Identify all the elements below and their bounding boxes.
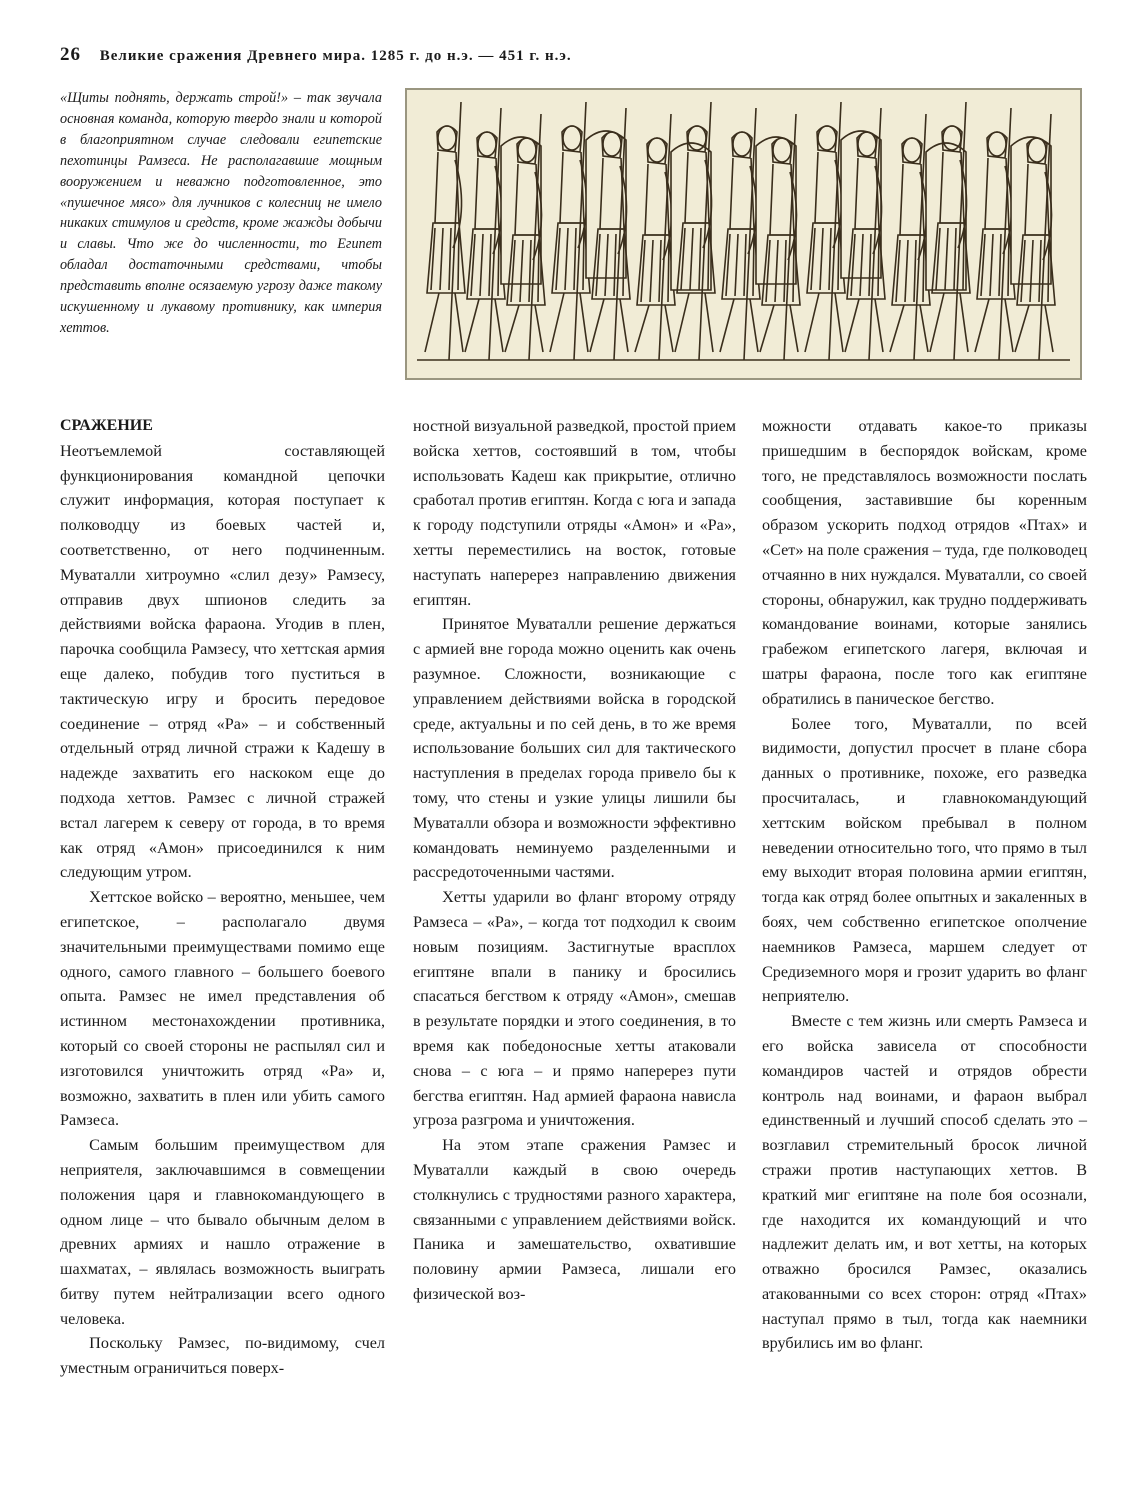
soldier-leg [425, 293, 439, 352]
paragraph: ностной визуальной разведкой, простой прием войска хеттов, состоявший в том, чтобы использовать Кадеш как прикрытие, отлично сработал против египтян. Когда с юга и запада к городу подступили отряды «Амон» и «Ра», хетты переместились на восток, готовые наступать наперерез направлению движения египтян. [413, 417, 736, 609]
soldier-leg [760, 305, 774, 352]
article-column-3 [762, 414, 1087, 1356]
soldier-leg [495, 299, 503, 352]
soldier-leg [535, 305, 543, 352]
figure-caption [60, 88, 382, 339]
relief-illustration [405, 88, 1082, 380]
soldier-leg [665, 305, 673, 352]
soldier-leg [580, 293, 588, 352]
headdress [732, 132, 752, 158]
kilt-pleat [878, 234, 879, 296]
kilt-pleat [793, 240, 794, 302]
soldier-leg [1005, 299, 1013, 352]
kilt-pleat [744, 234, 746, 296]
soldier-leg [750, 299, 758, 352]
page-number: 26 [60, 44, 81, 65]
soldier-leg [975, 299, 989, 352]
kilt-pleat [838, 228, 839, 290]
soldier-leg [1045, 305, 1053, 352]
kilt-pleat [480, 234, 483, 296]
soldier-head [563, 126, 581, 150]
kilt-pleat [583, 228, 584, 290]
headdress [477, 132, 497, 158]
running-header [60, 44, 1090, 66]
article-column-1 [60, 414, 385, 1381]
soldier-leg [505, 305, 519, 352]
soldier-head [988, 132, 1006, 156]
kilt-pleat [914, 240, 916, 302]
soldier-leg [455, 293, 463, 352]
paragraph: Неотъемлемой составляющей функционирования командной цепочки служит информация, которая поступает к полководцу из боевых частей и, соответственно, от него подчиненным. Муваталли хитроумно «слил дезу» Рамзесу, отправив двух шпионов следить за действиями войска фараона. Угодив в плен, парочка сообщила Рамзесу, что хеттская армия еще далеко, побудив того пуститься в тактическую игру и бросить передовое соединение – отряд «Ра» – и собственный отдельный отряд личной стражи к Кадешу в надежде захватить его наскоком еще до подхода хеттов. Рамзес с личной стражей встал лагерем к северу от города, в то время как отряд «Амон» присоединился к ним следующим утром. [60, 441, 385, 882]
kilt-pleat [708, 228, 709, 290]
kilt-pleat [990, 234, 993, 296]
kilt-pleat [999, 234, 1001, 296]
soldier-leg [550, 293, 564, 352]
paragraph: Принятое Муваталли решение держаться с армией вне города можно оценить как очень разумное. Сложности, возникающие с управлением действиями войска в городской среде, актуальны и по сей день, в то же время использование больших сил для тактического наступления в пределах города привело бы к тому, что стены и узкие улицы лишили бы Муваталли обзора и возможности эффективно командовать неминуемо разделенными и рассредоточенными частями. [413, 615, 736, 882]
paragraph: Самым большим преимуществом для неприятеля, заключавшимся в совмещении положения царя и главнокомандующего в одном лице – что бывало обычным делом в древних армиях и нашло отражение в шахматах, – являлась возможность выиграть битву путем нейтрализации всего одного человека. [60, 1136, 385, 1328]
headdress [902, 138, 922, 164]
kilt-pleat [458, 228, 459, 290]
paragraph: Более того, Муваталли, по всей видимости, допустил просчет в плане сбора данных о противнике, похоже, его разведка просчиталась, и главнокомандующий хеттским войском пребывал в полном неведении относительно того, что прямо в тыл ему выходит вторая половина армии египтян, тогда как отряд более опытных и закаленных в боях, чем собственно египетское ополчение наемников Рамзеса, маршем следует от Средиземного моря и грозит ударить во фланг неприятелю. [762, 714, 1087, 1006]
paragraph: Поскольку Рамзес, по-видимому, счел уместным ограничиться поверх- [60, 1334, 385, 1378]
soldier-leg [920, 305, 928, 352]
kilt-pleat [659, 240, 661, 302]
kilt-pleat [820, 228, 823, 290]
kilt-pleat [440, 228, 443, 290]
soldier-leg [620, 299, 628, 352]
kilt-pleat [449, 228, 451, 290]
headdress [987, 132, 1007, 158]
kilt-pleat [923, 240, 924, 302]
soldier-leg [875, 299, 883, 352]
paragraph: можности отдавать какое-то приказы пришедшим в беспорядок войскам, кроме того, не представлялось возможности послать сообщения, заставившие бы коренным образом ускорить подход отрядов «Птах» и «Сет» на поле сражения – туда, где полководец отчаянно в них нуждался. Муваталли, со своей стороны, обнаружил, как трудно поддерживать командование воинами, которые занялись грабежом египетского лагеря, включая и шатры фараона, после того как египтяне обратились в паническое бегство. [762, 417, 1087, 708]
soldier-leg [845, 299, 859, 352]
kilt-pleat [565, 228, 568, 290]
kilt-pleat [498, 234, 499, 296]
paragraph: Вместе с тем жизнь или смерть Рамзеса и его войска зависела от способности командиров частей и отрядов обрести контроль над воинами, и фараон выбрал единственный и лучший способ сделать это – возглавил стремительный бросок личной стражи против наступающих хеттов. В краткий миг египтяне на поле боя осознали, где находится их командующий и что надлежит делать им, и вот хетты, на которых отважно бросился Рамзес, оказались атакованными со всех сторон: отряд «Птах» наступал прямо в тыл, тогда как наемники врубились им во фланг. [762, 1012, 1087, 1353]
headdress [437, 126, 457, 152]
kilt-pleat [623, 234, 624, 296]
soldiers-drawing [407, 90, 1080, 378]
kilt-pleat [735, 234, 738, 296]
kilt-pleat [538, 240, 539, 302]
soldier-leg [465, 299, 479, 352]
soldier-head [648, 138, 666, 162]
kilt-pleat [963, 228, 964, 290]
article-column-2 [413, 414, 736, 1307]
paragraph: Хетты ударили во фланг второму отряду Рамзеса – «Ра», – когда тот подходил к своим новым позициям. Застигнутые врасплох египтяне впали в панику и бросились спасаться бегством к отряду «Амон», смешав в результате порядки и этого соединения, в то время как победоносные хетты атаковали снова – с юга – и прямо наперерез пути бегства египтян. Над армией фараона нависла угроза разгрома и уничтожения. [413, 888, 736, 1130]
soldier-head [903, 138, 921, 162]
paragraph: Хеттское войско – вероятно, меньшее, чем египетское, – располагало двумя значительными преимуществами помимо еще одного, самого главного – большего боевого опыта. Рамзес не имел представления об истинном местонахождении противника, который со своей стороны не распылял сил и изготовился уничтожить отряд «Ра» и, возможно, захватить в плен или убить самого Рамзеса. [60, 888, 385, 1130]
soldier-leg [835, 293, 843, 352]
soldier-leg [930, 293, 944, 352]
soldier-leg [705, 293, 713, 352]
soldier-leg [790, 305, 798, 352]
soldier-head [818, 126, 836, 150]
caption-text: «Щиты поднять, держать строй!» – так звучала основная команда, которую твердо знали и которой в благоприятном случае следовали египетские пехотинцы Рамзеса. Не располагавшие мощным вооружением и неважно подготовленное, это «пушечное мясо» для лучников с колесниц не имело никаких стимулов и средств, кроме жажды добычи и славы. Что же до численности, то Египет обладал достаточными средствами, чтобы представить вполне осязаемую угрозу даже такому искушенному и лукавому противнику, как империя хеттов. [60, 90, 382, 336]
paragraph: На этом этапе сражения Рамзес и Муваталли каждый в свою очередь столкнулись с трудностями разного характера, связанными с управлением действиями войск. Паника и замешательство, охватившие половину армии Рамзеса, лишали его физической воз- [413, 1136, 736, 1303]
running-title: Великие сражения Древнего мира. 1285 г. до н.э. — 451 г. н.э. [99, 48, 572, 64]
soldier-leg [805, 293, 819, 352]
soldier-leg [890, 305, 904, 352]
kilt-pleat [574, 228, 576, 290]
headdress [817, 126, 837, 152]
soldier-leg [590, 299, 604, 352]
kilt-pleat [489, 234, 491, 296]
kilt-pleat [905, 240, 908, 302]
kilt-pleat [1048, 240, 1049, 302]
soldier-head [478, 132, 496, 156]
kilt-pleat [1008, 234, 1009, 296]
kilt-pleat [829, 228, 831, 290]
soldier-leg [635, 305, 649, 352]
soldier-head [733, 132, 751, 156]
soldier-leg [1015, 305, 1029, 352]
kilt-pleat [650, 240, 653, 302]
soldier-leg [960, 293, 968, 352]
headdress [647, 138, 667, 164]
section-heading: СРАЖЕНИЕ [60, 417, 153, 434]
soldier-leg [720, 299, 734, 352]
headdress [562, 126, 582, 152]
kilt-pleat [668, 240, 669, 302]
soldier-head [438, 126, 456, 150]
kilt-pleat [753, 234, 754, 296]
soldier-leg [675, 293, 689, 352]
